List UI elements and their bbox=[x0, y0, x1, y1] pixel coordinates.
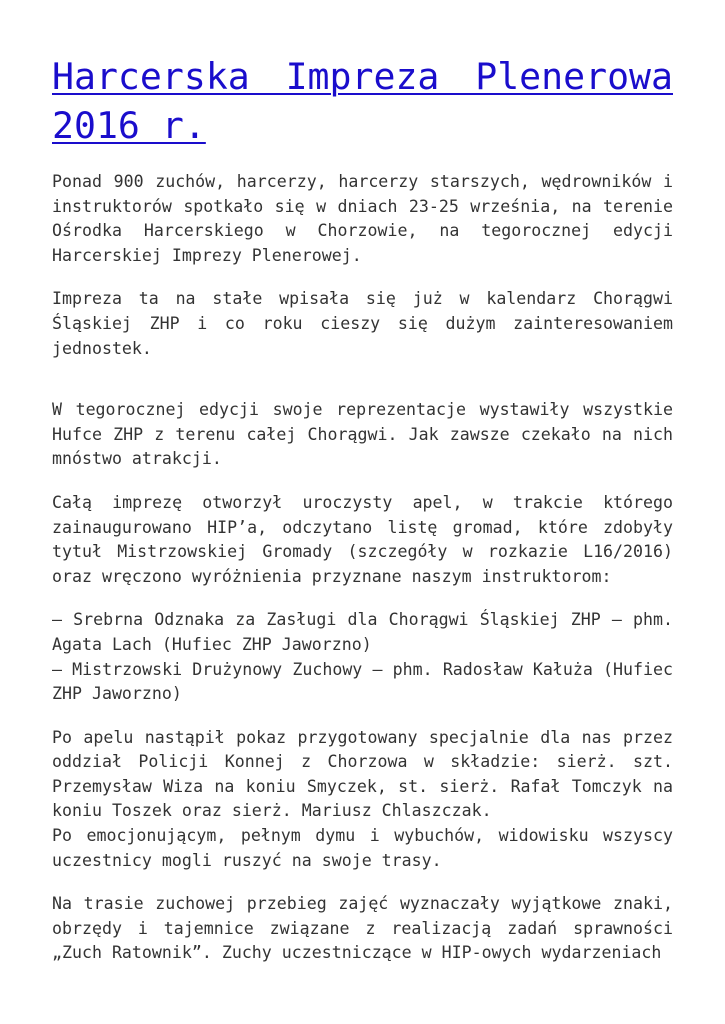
article bbox=[52, 52, 673, 985]
paragraph-text: W tegorocznej edycji swoje reprezentacje wystawiły wszystkie Hufce ZHP z terenu całej Chorągwi. Jak zawsze czekało na nich mnóstwo atrakcji. bbox=[52, 400, 673, 469]
paragraph-text: Impreza ta na stałe wpisała się już w kalendarz Chorągwi Śląskiej ZHP i co roku cieszy się dużym zainteresowaniem jednostek. bbox=[52, 289, 673, 358]
paragraph-intro bbox=[52, 170, 673, 268]
article-title bbox=[52, 52, 673, 150]
paragraph-text: Po apelu nastąpił pokaz przygotowany specjalnie dla nas przez oddział Policji Konnej z Chorzowa w składzie: sierż. szt. Przemysław Wiza na koniu Smyczek, st. sierż. Rafał Tomczyk na koniu Toszek oraz sierż. Mariusz Chlaszczak. bbox=[52, 727, 673, 821]
paragraph-cub-trail bbox=[52, 892, 673, 966]
paragraph-opening bbox=[52, 491, 673, 589]
paragraph-police-show bbox=[52, 726, 673, 874]
article-title-link[interactable]: Harcerska Impreza Plenerowa 2016 r. bbox=[52, 55, 673, 147]
paragraph-text: Całą imprezę otworzył uroczysty apel, w trakcie którego zainaugurowano HIP’a, odczytano listę gromad, które zdobyły tytuł Mistrzowskiej Gromady (szczegóły w rozkazie L16/2016) oraz wręczono wyróżnienia przyznane naszym instruktorom: bbox=[52, 492, 673, 586]
paragraph-text: Ponad 900 zuchów, harcerzy, harcerzy starszych, wędrowników i instruktorów spotkało się w dniach 23-25 września, na terenie Ośrodka Harcerskiego w Chorzowie, na tegorocznej edycji Harcerskiej Imprezy Plenerowej. bbox=[52, 172, 673, 265]
article-body bbox=[52, 170, 673, 966]
paragraph-representations bbox=[52, 398, 673, 472]
paragraph-text: Na trasie zuchowej przebieg zajęć wyznaczały wyjątkowe znaki, obrzędy i tajemnice związane z realizacją zadań sprawności „Zuch Ratownik”. Zuchy uczestniczące w HIP-owych wydarzeniach bbox=[52, 894, 673, 963]
paragraph-awards bbox=[52, 608, 673, 706]
award-item: – Mistrzowski Drużynowy Zuchowy – phm. Radosław Kałuża (Hufiec ZHP Jaworzno) bbox=[52, 659, 673, 704]
paragraph-calendar bbox=[52, 287, 673, 361]
award-item: – Srebrna Odznaka za Zasługi dla Chorągwi Śląskiej ZHP – phm. Agata Lach (Hufiec ZHP Jaworzno) bbox=[52, 610, 673, 654]
paragraph-text: Po emocjonującym, pełnym dymu i wybuchów, widowisku wszyscy uczestnicy mogli ruszyć na swoje trasy. bbox=[52, 826, 673, 870]
